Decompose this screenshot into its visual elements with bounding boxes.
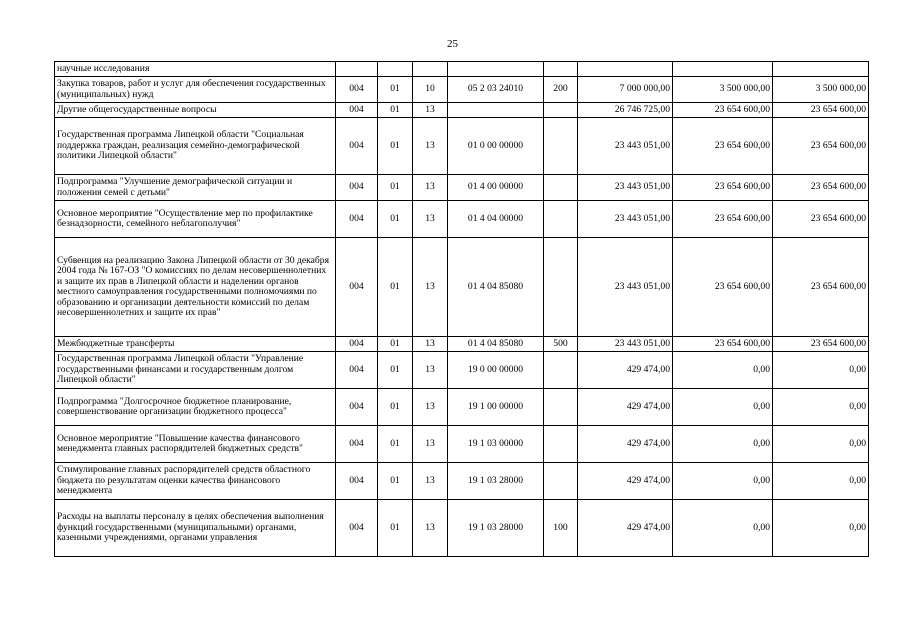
cell-name: Государственная программа Липецкой области "Управление государственными финансами и государственным долгом Липецкой области" [55, 352, 336, 389]
cell-expense-type [544, 238, 578, 337]
cell-amount-2: 3 500 000,00 [673, 77, 773, 103]
cell-expense-type [544, 62, 578, 77]
cell-department-code: 004 [336, 389, 378, 426]
cell-subsection-code [413, 62, 448, 77]
cell-expense-type [544, 103, 578, 118]
cell-amount-1: 23 443 051,00 [578, 337, 673, 352]
table-row [55, 426, 869, 463]
table-row [55, 389, 869, 426]
cell-name: научные исследования [55, 62, 336, 77]
cell-department-code: 004 [336, 175, 378, 201]
cell-subsection-code: 13 [413, 118, 448, 175]
cell-section-code: 01 [378, 118, 413, 175]
table-row [55, 77, 869, 103]
cell-amount-2: 0,00 [673, 463, 773, 500]
cell-amount-1: 429 474,00 [578, 389, 673, 426]
cell-target-article: 19 1 03 28000 [448, 500, 544, 557]
cell-amount-1: 7 000 000,00 [578, 77, 673, 103]
table-row [55, 175, 869, 201]
cell-subsection-code: 13 [413, 201, 448, 238]
table-row [55, 337, 869, 352]
cell-department-code: 004 [336, 352, 378, 389]
budget-table [54, 61, 869, 557]
cell-target-article [448, 62, 544, 77]
cell-name: Подпрограмма "Улучшение демографической ситуации и положения семей с детьми" [55, 175, 336, 201]
cell-expense-type [544, 463, 578, 500]
cell-amount-3: 0,00 [773, 426, 869, 463]
cell-amount-3: 0,00 [773, 352, 869, 389]
cell-department-code: 004 [336, 463, 378, 500]
cell-amount-3: 23 654 600,00 [773, 175, 869, 201]
cell-amount-3: 0,00 [773, 463, 869, 500]
cell-amount-1: 429 474,00 [578, 352, 673, 389]
cell-expense-type: 200 [544, 77, 578, 103]
cell-subsection-code: 13 [413, 426, 448, 463]
cell-section-code: 01 [378, 103, 413, 118]
cell-amount-2: 0,00 [673, 389, 773, 426]
cell-target-article: 01 0 00 00000 [448, 118, 544, 175]
cell-subsection-code: 13 [413, 337, 448, 352]
cell-target-article: 19 1 03 28000 [448, 463, 544, 500]
cell-section-code: 01 [378, 175, 413, 201]
table-row [55, 62, 869, 77]
cell-department-code [336, 62, 378, 77]
cell-expense-type [544, 175, 578, 201]
cell-expense-type [544, 118, 578, 175]
table-row [55, 103, 869, 118]
cell-amount-1: 23 443 051,00 [578, 238, 673, 337]
cell-name: Расходы на выплаты персоналу в целях обеспечения выполнения функций государственными (муниципальными) органами, казенными учреждениями, органами управления [55, 500, 336, 557]
cell-subsection-code: 13 [413, 238, 448, 337]
cell-target-article: 01 4 04 85080 [448, 337, 544, 352]
cell-amount-2: 23 654 600,00 [673, 201, 773, 238]
cell-amount-3: 0,00 [773, 500, 869, 557]
cell-amount-1: 26 746 725,00 [578, 103, 673, 118]
cell-amount-3: 0,00 [773, 389, 869, 426]
cell-department-code: 004 [336, 201, 378, 238]
cell-amount-1: 23 443 051,00 [578, 175, 673, 201]
cell-subsection-code: 13 [413, 463, 448, 500]
cell-amount-3 [773, 62, 869, 77]
cell-amount-1: 23 443 051,00 [578, 118, 673, 175]
cell-department-code: 004 [336, 426, 378, 463]
cell-expense-type [544, 426, 578, 463]
table-row [55, 238, 869, 337]
cell-department-code: 004 [336, 103, 378, 118]
page-number: 25 [447, 38, 458, 50]
cell-department-code: 004 [336, 77, 378, 103]
cell-amount-2: 23 654 600,00 [673, 103, 773, 118]
cell-target-article: 01 4 04 85080 [448, 238, 544, 337]
cell-subsection-code: 13 [413, 500, 448, 557]
table-row [55, 500, 869, 557]
cell-target-article: 19 0 00 00000 [448, 352, 544, 389]
cell-amount-3: 23 654 600,00 [773, 103, 869, 118]
cell-section-code: 01 [378, 352, 413, 389]
cell-department-code: 004 [336, 500, 378, 557]
cell-section-code [378, 62, 413, 77]
cell-department-code: 004 [336, 238, 378, 337]
cell-target-article: 05 2 03 24010 [448, 77, 544, 103]
cell-amount-1: 429 474,00 [578, 500, 673, 557]
cell-subsection-code: 10 [413, 77, 448, 103]
cell-expense-type [544, 201, 578, 238]
cell-name: Субвенция на реализацию Закона Липецкой области от 30 декабря 2004 года № 167-ОЗ "О комиссиях по делам несовершеннолетних и защите их прав в Липецкой области и наделении органов местного самоуправления государственными полномочиями по образованию и организации деятельности комиссий по делам несовершеннолетних и защите их прав" [55, 238, 336, 337]
table-body [55, 62, 869, 557]
cell-amount-3: 23 654 600,00 [773, 337, 869, 352]
cell-section-code: 01 [378, 77, 413, 103]
cell-target-article: 19 1 00 00000 [448, 389, 544, 426]
cell-name: Закупка товаров, работ и услуг для обеспечения государственных (муниципальных) нужд [55, 77, 336, 103]
cell-name: Стимулирование главных распорядителей средств областного бюджета по результатам оценки качества финансового менеджмента [55, 463, 336, 500]
cell-section-code: 01 [378, 337, 413, 352]
cell-section-code: 01 [378, 201, 413, 238]
cell-expense-type: 100 [544, 500, 578, 557]
cell-department-code: 004 [336, 337, 378, 352]
cell-amount-2: 0,00 [673, 500, 773, 557]
cell-name: Основное мероприятие "Осуществление мер по профилактике безнадзорности, семейного неблагополучия" [55, 201, 336, 238]
cell-target-article: 01 4 04 00000 [448, 201, 544, 238]
cell-amount-3: 23 654 600,00 [773, 201, 869, 238]
cell-name: Подпрограмма "Долгосрочное бюджетное планирование, совершенствование организации бюджетного процесса" [55, 389, 336, 426]
cell-section-code: 01 [378, 500, 413, 557]
cell-amount-1: 429 474,00 [578, 463, 673, 500]
table-row [55, 201, 869, 238]
cell-section-code: 01 [378, 426, 413, 463]
cell-amount-1: 23 443 051,00 [578, 201, 673, 238]
cell-target-article [448, 103, 544, 118]
cell-amount-2: 0,00 [673, 426, 773, 463]
cell-amount-2: 23 654 600,00 [673, 238, 773, 337]
cell-subsection-code: 13 [413, 389, 448, 426]
cell-amount-3: 23 654 600,00 [773, 238, 869, 337]
cell-name: Основное мероприятие "Повышение качества финансового менеджмента главных распорядителей бюджетных средств" [55, 426, 336, 463]
cell-section-code: 01 [378, 389, 413, 426]
cell-expense-type: 500 [544, 337, 578, 352]
table-row [55, 352, 869, 389]
cell-section-code: 01 [378, 463, 413, 500]
cell-amount-2: 0,00 [673, 352, 773, 389]
cell-section-code: 01 [378, 238, 413, 337]
table-row [55, 463, 869, 500]
cell-amount-2: 23 654 600,00 [673, 118, 773, 175]
cell-name: Государственная программа Липецкой области "Социальная поддержка граждан, реализация семейно-демографической политики Липецкой области" [55, 118, 336, 175]
cell-department-code: 004 [336, 118, 378, 175]
cell-expense-type [544, 389, 578, 426]
cell-amount-2: 23 654 600,00 [673, 337, 773, 352]
cell-amount-3: 3 500 000,00 [773, 77, 869, 103]
cell-name: Межбюджетные трансферты [55, 337, 336, 352]
table-row [55, 118, 869, 175]
cell-subsection-code: 13 [413, 175, 448, 201]
cell-subsection-code: 13 [413, 352, 448, 389]
cell-subsection-code: 13 [413, 103, 448, 118]
cell-amount-3: 23 654 600,00 [773, 118, 869, 175]
cell-amount-2 [673, 62, 773, 77]
cell-amount-2: 23 654 600,00 [673, 175, 773, 201]
cell-amount-1 [578, 62, 673, 77]
cell-target-article: 19 1 03 00000 [448, 426, 544, 463]
cell-expense-type [544, 352, 578, 389]
cell-amount-1: 429 474,00 [578, 426, 673, 463]
cell-target-article: 01 4 00 00000 [448, 175, 544, 201]
cell-name: Другие общегосударственные вопросы [55, 103, 336, 118]
